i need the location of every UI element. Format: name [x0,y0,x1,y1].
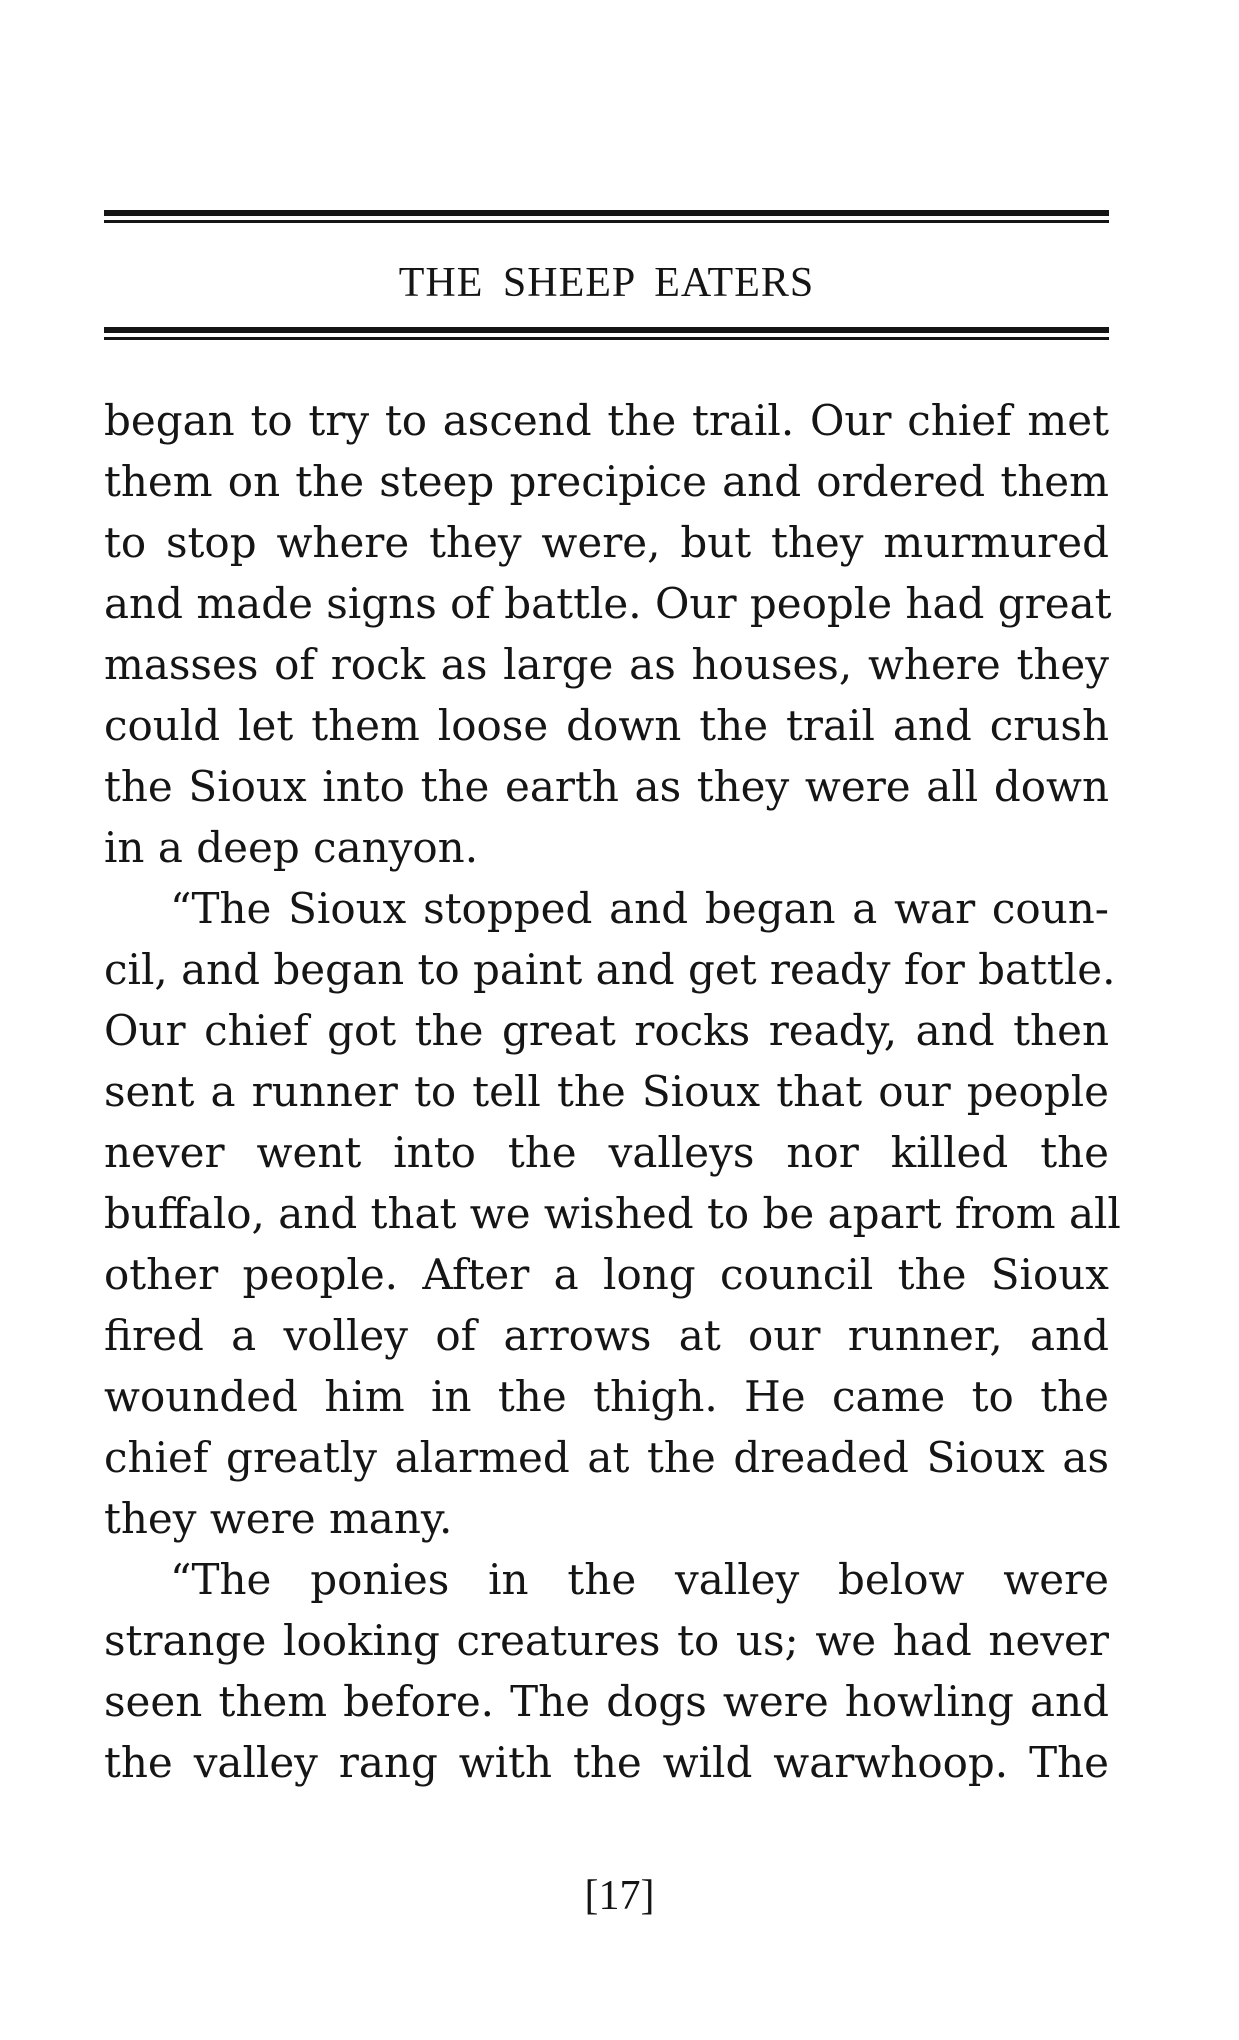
top-double-rule [104,210,1109,223]
text-line: began to try to ascend the trail. Our chief met [104,396,1109,445]
text-line: the valley rang with the wild warwhoop. The [104,1738,1109,1787]
text-line: to stop where they were, but they murmured [104,518,1109,567]
text-line: other people. After a long council the Sioux [104,1250,1109,1299]
text-line: could let them loose down the trail and crush [104,701,1109,750]
body-text [104,390,1121,1793]
book-page [104,210,1121,1793]
text-line: they were many. [104,1494,453,1543]
text-line: “The Sioux stopped and began a war coun- [170,884,1109,933]
text-line: wounded him in the thigh. He came to the [104,1372,1109,1421]
text-line: cil, and began to paint and get ready for battle. [104,945,1116,994]
page-number: [17] [584,1873,655,1919]
text-line: them on the steep precipice and ordered them [104,457,1109,506]
text-line: and made signs of battle. Our people had great [104,579,1112,628]
text-line: strange looking creatures to us; we had never [104,1616,1109,1665]
paragraph [104,1549,1109,1793]
text-line: fired a volley of arrows at our runner, and [104,1311,1109,1360]
text-line: chief greatly alarmed at the dreaded Sioux as [104,1433,1109,1482]
text-line: sent a runner to tell the Sioux that our people [104,1067,1109,1116]
paragraph [104,878,1121,1549]
text-line: the Sioux into the earth as they were all down [104,762,1109,811]
running-head: THE SHEEP EATERS [398,260,815,306]
text-line: seen them before. The dogs were howling and [104,1677,1109,1726]
text-line: masses of rock as large as houses, where they [104,640,1109,689]
text-line: buffalo, and that we wished to be apart from all [104,1189,1121,1238]
text-line: never went into the valleys nor killed the [104,1128,1109,1177]
paragraph [104,390,1112,878]
bottom-double-rule [104,327,1109,340]
text-line: “The ponies in the valley below were [170,1555,1109,1604]
text-line: in a deep canyon. [104,823,479,872]
text-line: Our chief got the great rocks ready, and then [104,1006,1109,1055]
